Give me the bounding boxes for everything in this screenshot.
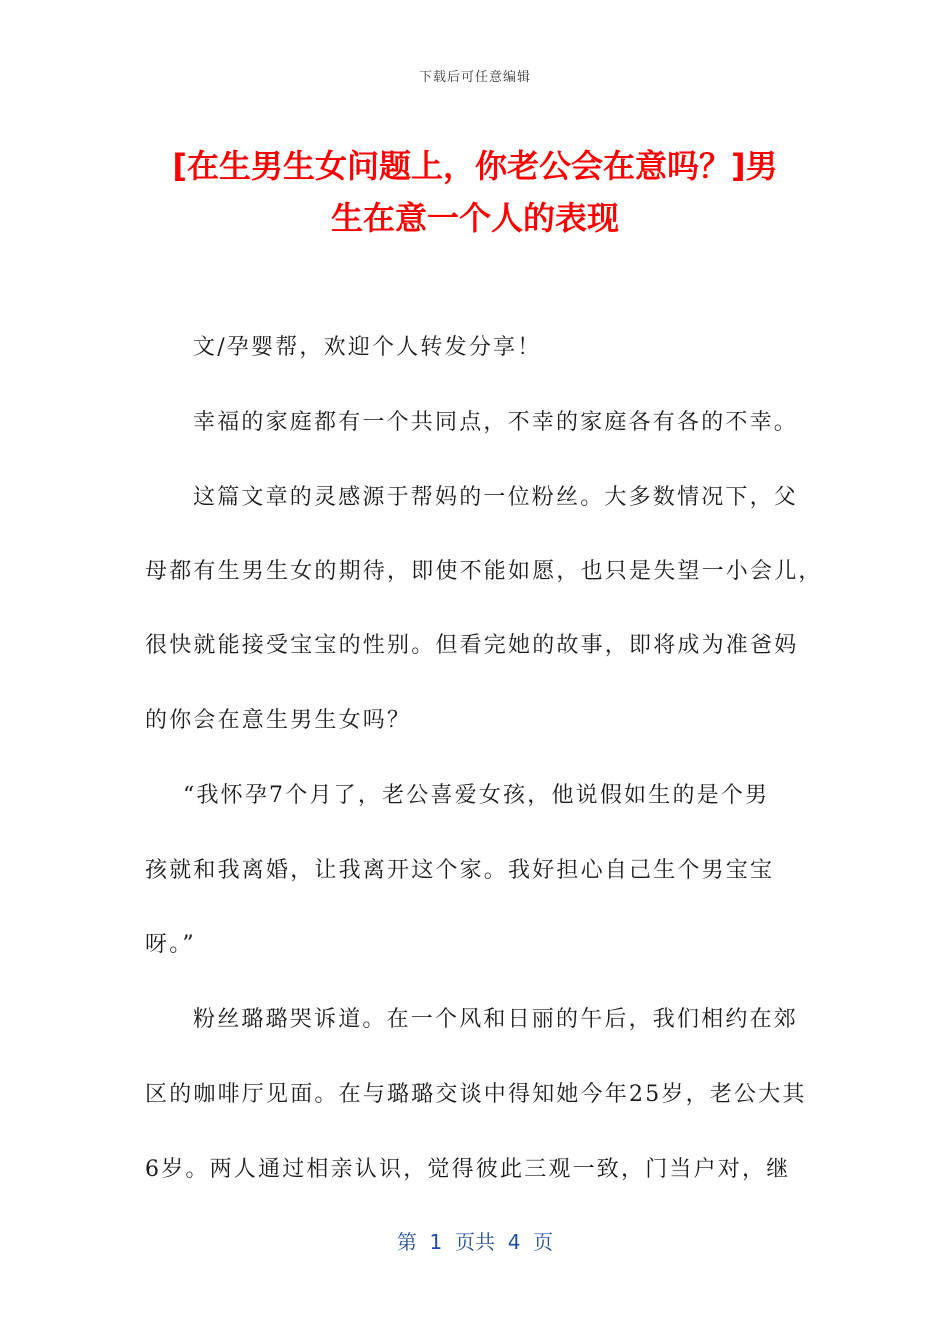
paragraph-line: 区的咖啡厅见面。在与璐璐交谈中得知她今年25岁，老公大其 [145, 1082, 807, 1107]
paragraph-line: 很快就能接受宝宝的性别。但看完她的故事，即将成为准爸妈 [145, 633, 799, 658]
paragraph-line: 孩就和我离婚，让我离开这个家。我好担心自己生个男宝宝 [145, 858, 775, 883]
paragraph-line: 粉丝璐璐哭诉道。在一个风和日丽的午后，我们相约在郊 [193, 1007, 799, 1032]
paragraph-line: 6岁。两人通过相亲认识，觉得彼此三观一致，门当户对，继 [145, 1157, 791, 1182]
paragraph-line: 幸福的家庭都有一个共同点，不幸的家庭各有各的不幸。 [193, 410, 799, 435]
title-line-1: [在生男生女问题上，你老公会在意吗？]男 [172, 147, 778, 185]
paragraph-line: 这篇文章的灵感源于帮妈的一位粉丝。大多数情况下，父 [193, 485, 799, 510]
title-line-2: 生在意一个人的表现 [330, 199, 619, 237]
page-number-footer: 第 1 页共 4 页 [396, 1230, 554, 1254]
paragraph-line: 文/孕婴帮，欢迎个人转发分享！ [193, 335, 542, 360]
paragraph-line: 母都有生男生女的期待，即使不能如愿，也只是失望一小会儿， [145, 559, 823, 584]
document-title [140, 140, 810, 244]
paragraph-line: 的你会在意生男生女吗？ [145, 708, 412, 733]
paragraph-line: “我怀孕7个月了，老公喜爱女孩，他说假如生的是个男 [183, 783, 770, 808]
header-note: 下载后可任意编辑 [418, 70, 531, 85]
paragraph-line: 呀。” [145, 932, 196, 957]
